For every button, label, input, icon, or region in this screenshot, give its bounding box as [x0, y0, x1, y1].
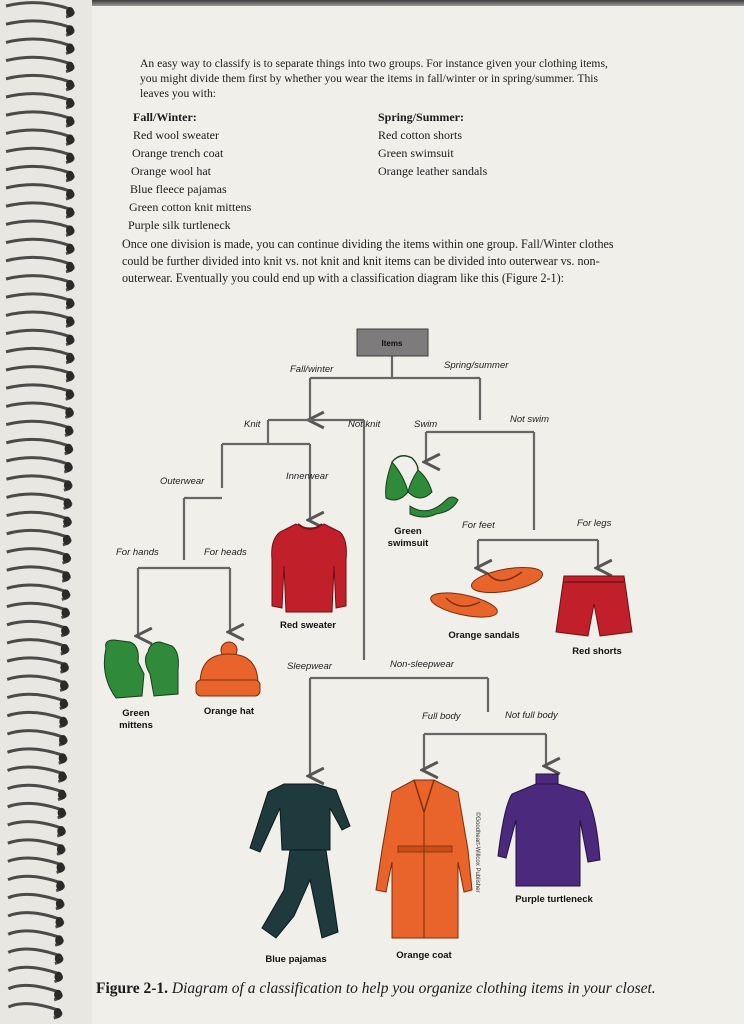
figure-caption-text: Diagram of a classification to help you organize clothing items in your closet.	[171, 980, 656, 997]
red-shorts-image	[556, 576, 632, 636]
caption-green-swimsuit-1: Green	[394, 526, 422, 537]
caption-orange-coat: Orange coat	[396, 950, 452, 961]
image-credit: ©Goodheart-Willcox Publisher	[474, 812, 480, 893]
red-sweater-image	[272, 524, 347, 612]
division-paragraph: Once one division is made, you can continue dividing the items within one group. Fall/Winter clothes could be further divided into knit vs. not knit and knit items can be divided into outerwear vs. non-outerwear. Eventually you could end up with a classification diagram like this (Figure 2-1):	[122, 237, 614, 285]
intro-paragraph: An easy way to classify is to separate things into two groups. For instance given your clothing items, you might divide them first by whether you wear the items in fall/winter or in spring/summer. This leaves you with:	[140, 57, 608, 100]
caption-green-mittens-2: mittens	[119, 720, 153, 731]
caption-red-shorts: Red shorts	[572, 646, 622, 657]
spring-summer-heading: Spring/Summer:	[378, 110, 465, 124]
list-item: Purple silk turtleneck	[128, 218, 231, 232]
label-outerwear: Outerwear	[160, 476, 205, 487]
label-for-legs: For legs	[577, 518, 612, 529]
caption-blue-pajamas: Blue pajamas	[265, 954, 327, 965]
label-full-body: Full body	[422, 711, 461, 722]
label-not-swim: Not swim	[510, 414, 550, 425]
list-item: Orange leather sandals	[378, 164, 488, 178]
list-item: Red wool sweater	[133, 128, 219, 142]
label-fall-winter: Fall/winter	[290, 364, 334, 375]
label-for-hands: For hands	[116, 547, 159, 558]
list-item: Red cotton shorts	[378, 128, 462, 142]
caption-red-sweater: Red sweater	[280, 620, 336, 631]
figure-caption	[96, 980, 696, 998]
binding-hole	[54, 990, 62, 1000]
caption-orange-hat: Orange hat	[203, 706, 255, 717]
label-swim: Swim	[414, 419, 438, 430]
caption-green-mittens-1: Green	[122, 708, 150, 719]
orange-sandals-image	[429, 563, 545, 622]
label-for-feet: For feet	[462, 520, 495, 531]
label-innerwear: Innerwear	[286, 471, 329, 482]
list-item: Green cotton knit mittens	[129, 200, 252, 214]
label-not-full-body: Not full body	[505, 710, 558, 721]
label-for-heads: For heads	[204, 547, 247, 558]
binding-hole	[54, 1008, 62, 1018]
caption-purple-turtleneck: Purple turtleneck	[515, 894, 593, 905]
figure-caption-label: Figure 2-1.	[96, 980, 169, 997]
fall-winter-heading: Fall/Winter:	[133, 110, 197, 124]
list-item: Blue fleece pajamas	[130, 182, 227, 196]
list-item: Green swimsuit	[378, 146, 454, 160]
label-spring-summer: Spring/summer	[444, 360, 509, 371]
orange-coat-image	[376, 780, 472, 938]
list-item: Orange wool hat	[131, 164, 211, 178]
green-swimsuit-image	[386, 456, 458, 517]
purple-turtleneck-image	[498, 774, 600, 886]
blue-pajamas-image	[250, 784, 350, 938]
caption-orange-sandals: Orange sandals	[448, 630, 520, 641]
green-mittens-image	[104, 640, 178, 698]
list-item: Orange trench coat	[132, 146, 224, 160]
label-non-sleepwear: Non-sleepwear	[390, 659, 454, 670]
items-root-label: Items	[381, 339, 403, 348]
orange-hat-image	[196, 642, 260, 696]
label-knit: Knit	[244, 419, 261, 430]
label-not-knit: Not knit	[348, 419, 381, 430]
caption-green-swimsuit-2: swimsuit	[387, 538, 429, 549]
label-sleepwear: Sleepwear	[287, 661, 332, 672]
